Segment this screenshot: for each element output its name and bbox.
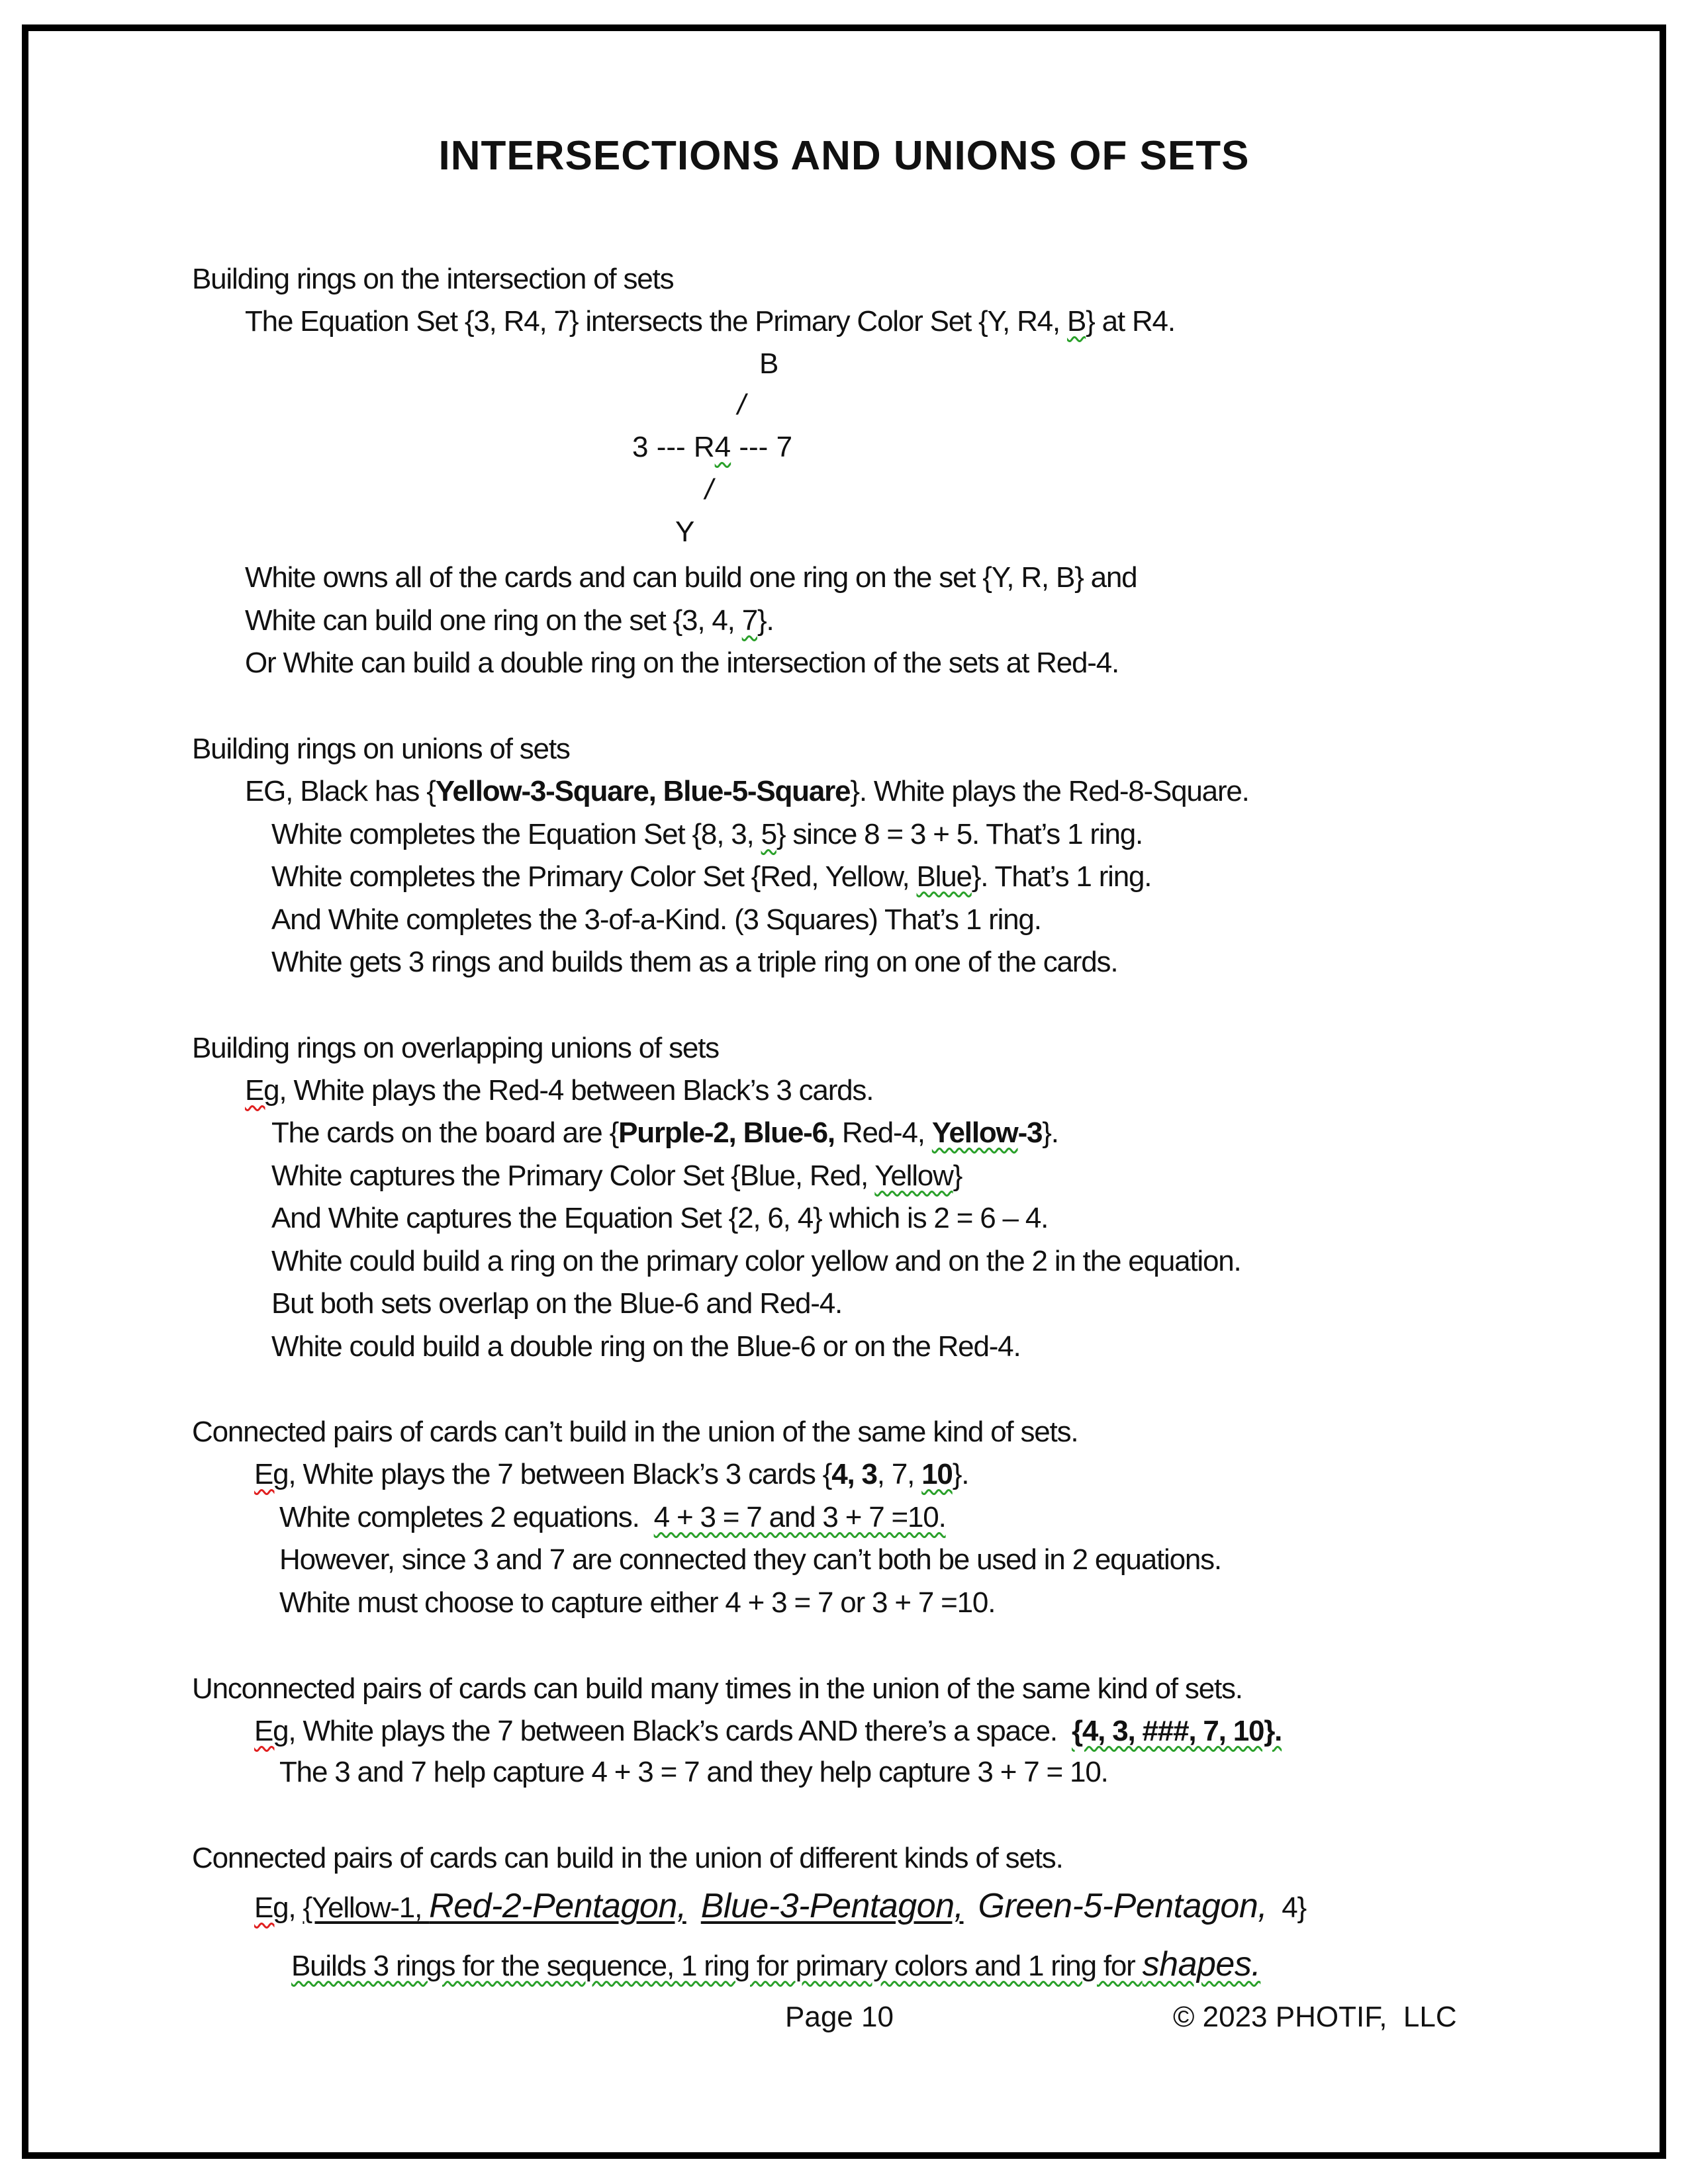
spelling-flagged-text: Eg: [254, 1715, 289, 1747]
text-segment: }. White plays the Red-8-Square.: [850, 775, 1249, 807]
text-segment: The cards on the board are {: [271, 1116, 619, 1149]
grammar-flagged-text: B: [1066, 305, 1086, 338]
text-line: White must choose to capture either 4 + 3 = 7 or 3 + 7 =10.: [279, 1586, 996, 1619]
text-segment: White completes the Equation Set {8, 3,: [271, 818, 761, 850]
grammar-flagged-text: 5: [761, 818, 776, 850]
spelling-flagged-text: Eg: [254, 1458, 289, 1490]
text-line: And White completes the 3-of-a-Kind. (3 Squares) That’s 1 ring.: [271, 903, 1041, 936]
text-segment: }. That’s 1 ring.: [971, 860, 1152, 893]
bold-text: 10: [921, 1458, 953, 1490]
text-segment: EG, Black has {: [245, 775, 436, 807]
bold-text: Yellow: [931, 1116, 1018, 1149]
text-line: [245, 303, 1175, 340]
text-line: White gets 3 rings and builds them as a triple ring on one of the cards.: [271, 946, 1118, 978]
section-heading-unconnected: Unconnected pairs of cards can build many times in the union of the same kind of sets.: [192, 1672, 1243, 1705]
section-heading-connected-same: Connected pairs of cards can’t build in the union of the same kind of sets.: [192, 1416, 1078, 1448]
italic-text: Green-5-Pentagon,: [978, 1887, 1268, 1925]
section-heading-intersection: Building rings on the intersection of sets: [192, 263, 674, 295]
italic-text: shapes.: [1142, 1945, 1261, 1983]
spelling-flagged-text: Eg: [254, 1891, 289, 1924]
diagram-label-7: --- 7: [731, 431, 793, 463]
diagram-center-row: [632, 429, 792, 466]
text-line: However, since 3 and 7 are connected they can’t both be used in 2 equations.: [279, 1543, 1221, 1576]
text-segment: White completes 2 equations.: [279, 1501, 654, 1533]
text-line: [279, 1499, 946, 1536]
text-segment: }.: [952, 1458, 969, 1490]
underlined-text: Blue-3-Pentagon,: [700, 1887, 964, 1925]
text-line: But both sets overlap on the Blue-6 and Red-4.: [271, 1287, 843, 1320]
text-line: White could build a ring on the primary color yellow and on the 2 in the equation.: [271, 1245, 1241, 1277]
diagram-slash-top: /: [737, 388, 746, 421]
grammar-flagged-text: 4 + 3 = 7 and 3 + 7 =10.: [653, 1501, 946, 1533]
underlined-text: Red-2-Pentagon,: [429, 1887, 686, 1925]
grammar-flagged-text: 7: [741, 604, 757, 637]
text-line: The 3 and 7 help capture 4 + 3 = 7 and they help capture 3 + 7 = 10.: [279, 1756, 1108, 1788]
text-segment: The Equation Set {3, R4, 7} intersects the Primary Color Set {Y, R4,: [245, 305, 1067, 338]
text-segment: } at R4.: [1086, 305, 1175, 338]
bold-text: Yellow-3-Square, Blue-5-Square: [435, 775, 851, 807]
text-segment: Red-4,: [834, 1116, 932, 1149]
text-line: [254, 1456, 968, 1493]
text-line: White could build a double ring on the Blue-6 or on the Red-4.: [271, 1330, 1021, 1363]
text-segment: , White plays the Red-4 between Black’s 3 cards.: [279, 1074, 874, 1107]
text-line: White owns all of the cards and can build one ring on the set {Y, R, B} and: [245, 561, 1137, 594]
text-line: [271, 816, 1143, 853]
diagram-label-y: Y: [675, 516, 695, 548]
grammar-flagged-text: Yellow: [874, 1160, 953, 1192]
text-segment: , White plays the 7 between Black’s cards AND there’s a space.: [288, 1715, 1072, 1747]
section-heading-connected-different: Connected pairs of cards can build in the union of different kinds of sets.: [192, 1842, 1063, 1874]
copyright: © 2023 PHOTIF, LLC: [1173, 2001, 1457, 2033]
text-segment: }.: [757, 604, 774, 637]
diagram-label-r: R: [693, 431, 715, 463]
text-line: And White captures the Equation Set {2, 6, 4} which is 2 = 6 – 4.: [271, 1202, 1049, 1234]
text-segment: White completes the Primary Color Set {Red, Yellow,: [271, 860, 917, 893]
underlined-text: {Yellow-1,: [303, 1891, 430, 1924]
text-segment: Builds 3 rings for the sequence, 1 ring for primary colors and 1 ring for: [291, 1950, 1143, 1982]
diagram-slash-bottom: /: [705, 473, 714, 506]
text-segment: White captures the Primary Color Set {Blue, Red,: [271, 1160, 875, 1192]
text-line: [245, 1072, 873, 1109]
section-heading-overlapping: Building rings on overlapping unions of sets: [192, 1032, 719, 1064]
text-line: [271, 1115, 1058, 1152]
grammar-flagged-text: {4, 3, ###, 7, 10}.: [1071, 1715, 1282, 1747]
text-line: [245, 773, 1249, 810]
grammar-flagged-sentence: [291, 1945, 1261, 1983]
text-segment: ,: [288, 1891, 303, 1924]
spelling-flagged-text: Eg: [245, 1074, 279, 1107]
bold-text: 4, 3: [831, 1458, 877, 1490]
text-segment: [963, 1891, 978, 1924]
text-segment: }.: [1042, 1116, 1058, 1149]
text-line: [245, 602, 774, 639]
text-segment: } since 8 = 3 + 5. That’s 1 ring.: [776, 818, 1143, 850]
text-segment: White can build one ring on the set {3, 4,: [245, 604, 742, 637]
diagram-label-b: B: [759, 347, 779, 380]
text-segment: [686, 1891, 701, 1924]
grammar-flagged-text: Blue: [916, 860, 972, 893]
bold-text: Purple-2, Blue-6,: [618, 1116, 835, 1149]
diagram-label-3: 3 ---: [632, 431, 694, 463]
page-title: INTERSECTIONS AND UNIONS OF SETS: [438, 133, 1250, 179]
text-segment: 4}: [1267, 1891, 1307, 1924]
diagram-label-4: 4: [714, 431, 731, 463]
text-line: [291, 1946, 1260, 1985]
page-number: Page 10: [785, 2001, 894, 2033]
text-segment: , White plays the 7 between Black’s 3 cards {: [288, 1458, 832, 1490]
text-line: [254, 1888, 1306, 1927]
text-line: Or White can build a double ring on the intersection of the sets at Red-4.: [245, 647, 1119, 679]
text-line: [271, 858, 1151, 895]
section-heading-unions: Building rings on unions of sets: [192, 733, 570, 765]
text-line: [271, 1158, 962, 1195]
text-segment: , 7,: [876, 1458, 922, 1490]
bold-text: -3: [1017, 1116, 1043, 1149]
text-segment: }: [953, 1160, 962, 1192]
text-line: [254, 1713, 1282, 1750]
